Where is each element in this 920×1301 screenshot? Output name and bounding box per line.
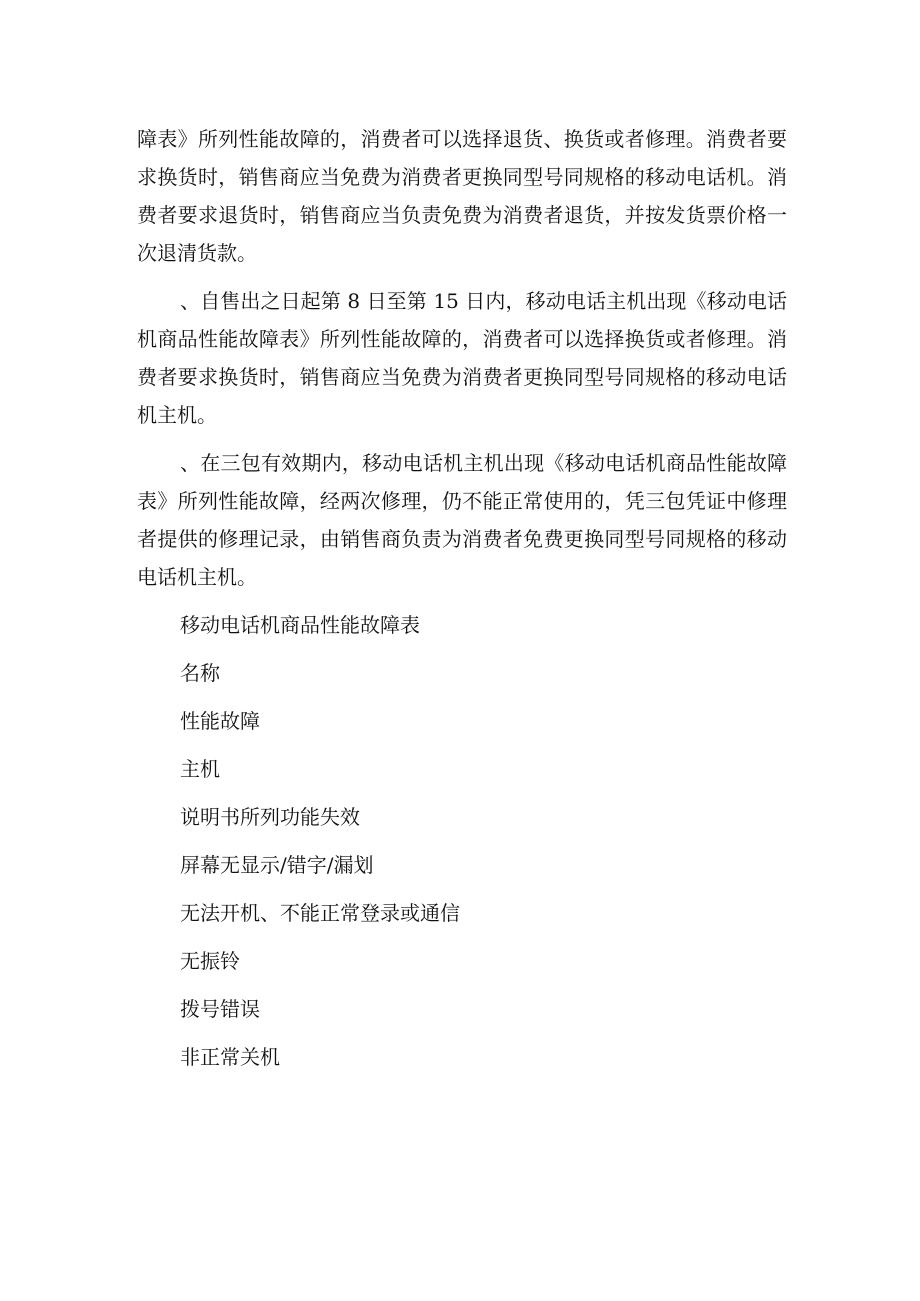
fault-table bbox=[137, 654, 787, 1086]
paragraph-1: 障表》所列性能故障的，消费者可以选择退货、换货或者修理。消费者要求换货时，销售商应当免费为消费者更换同型号同规格的移动电话机。消费者要求退货时，销售商应当负责免费为消费者退货，并按发货票价格一次退清货款。 bbox=[137, 127, 787, 265]
table-cell: 屏幕无显示/错字/漏划 bbox=[180, 853, 374, 877]
table-cell: 主机 bbox=[180, 757, 220, 781]
table-cell: 无振铃 bbox=[180, 949, 240, 973]
paragraph-2: 、自售出之日起第 8 日至第 15 日内，移动电话主机出现《移动电话机商品性能故障表》所列性能故障的，消费者可以选择换货或者修理。消费者要求换货时，销售商应当免费为消费者更换同型号同规格的移动电话机主机。 bbox=[137, 289, 787, 427]
table-cell: 非正常关机 bbox=[180, 1045, 280, 1069]
table-cell: 拨号错误 bbox=[180, 997, 260, 1021]
table-cell: 无法开机、不能正常登录或通信 bbox=[180, 901, 460, 925]
fault-table-title: 移动电话机商品性能故障表 bbox=[180, 613, 420, 637]
table-cell: 名称 bbox=[180, 661, 220, 685]
table-cell: 说明书所列功能失效 bbox=[180, 805, 360, 829]
paragraph-3: 、在三包有效期内，移动电话机主机出现《移动电话机商品性能故障表》所列性能故障，经两次修理，仍不能正常使用的，凭三包凭证中修理者提供的修理记录，由销售商负责为消费者免费更换同型号同规格的移动电话机主机。 bbox=[137, 451, 787, 589]
table-cell: 性能故障 bbox=[180, 709, 260, 733]
document-body bbox=[137, 120, 787, 1086]
